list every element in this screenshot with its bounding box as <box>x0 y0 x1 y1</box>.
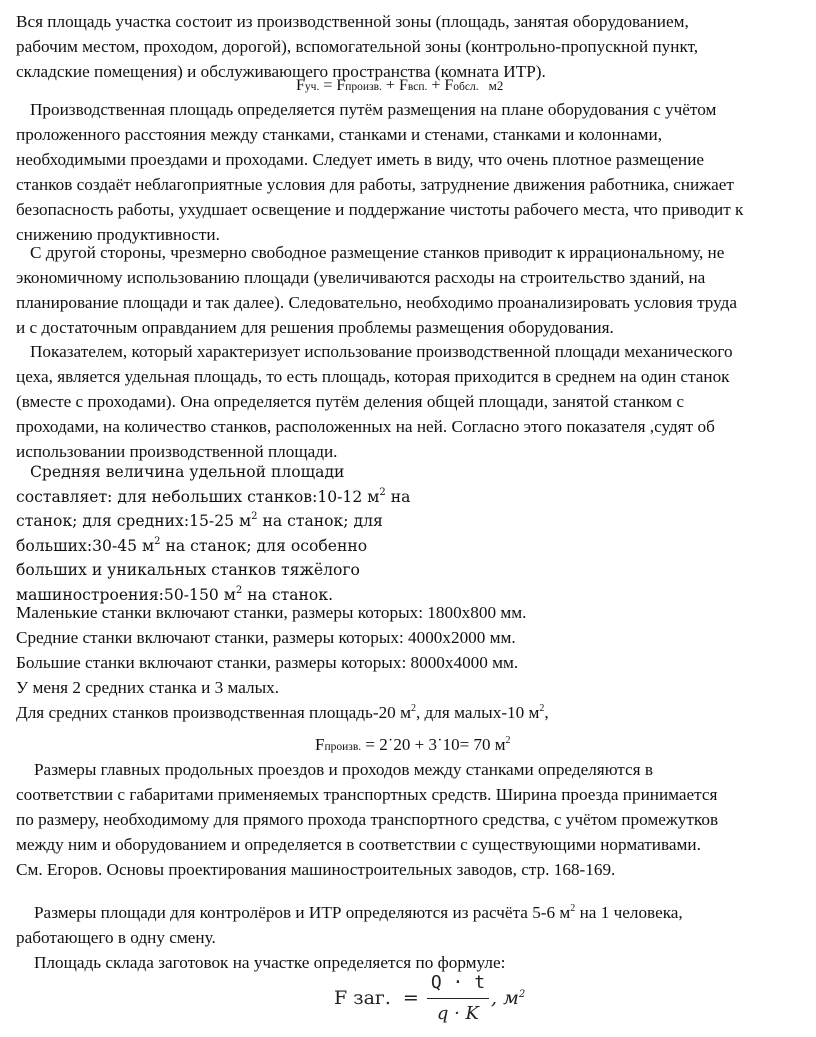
text-line: проходами, на количество станков, расположенных на ней. Согласно этого показателя ,судят об <box>16 417 715 436</box>
text-fragment: , <box>544 703 549 722</box>
text-fragment: Размеры площади для контролёров и ИТР определяются из расчёта 5-6 м <box>34 903 571 922</box>
text-fragment: на станок. <box>242 585 334 604</box>
formula-fraction <box>427 970 489 1026</box>
text-line: экономичному использованию площади (увеличиваются расходы на строительство зданий, на <box>16 268 706 287</box>
formula-subscript: всп. <box>407 81 428 93</box>
formula-subscript: произв. <box>324 741 362 753</box>
text-fragment: машиностроения:50-150 м <box>16 585 236 604</box>
text-fragment: на станок; для <box>257 512 383 530</box>
paragraph-free-placement <box>16 240 816 340</box>
text-line: снижению продуктивности. <box>16 225 220 244</box>
text-line: необходимыми проездами и проходами. Следует иметь в виду, что очень плотное размещение <box>16 150 705 169</box>
text-fragment: , для малых-10 м <box>415 703 540 722</box>
text-line: Размеры главных продольных проездов и проходов между станками определяются в <box>34 760 653 779</box>
text-line <box>16 700 816 725</box>
text-line: станков создаёт неблагоприятные условия для работы, затруднение движения работника, снижает <box>16 175 734 194</box>
paragraph-average-specific-area <box>16 460 816 607</box>
text-line: У меня 2 средних станка и 3 малых. <box>16 678 280 697</box>
text-line: См. Егоров. Основы проектирования машиностроительных заводов, стр. 168-169. <box>16 860 616 879</box>
superscript: 2 <box>410 703 416 714</box>
text-line: больших и уникальных станков тяжёлого <box>16 561 360 579</box>
fraction-numerator: Q · t <box>427 970 489 999</box>
text-line: Площадь склада заготовок на участке определяется по формуле: <box>34 953 506 972</box>
text-line: Средняя величина удельной площади <box>30 463 345 481</box>
text-line: Производственная площадь определяется путём размещения на плане оборудования с учётом <box>30 100 717 119</box>
superscript: 2 <box>539 703 545 714</box>
text-line: работающего в одну смену. <box>16 928 216 947</box>
formula-symbol: F <box>444 77 454 94</box>
formula-symbol: F <box>315 735 325 754</box>
text-line: по размеру, необходимому для прямого прохода транспортного средства, с учётом промежутков <box>16 810 719 829</box>
formula-symbol: F <box>296 77 305 94</box>
formula-operator: + <box>427 77 445 94</box>
superscript: 2 <box>251 511 258 522</box>
formula-subscript: уч. <box>304 81 320 93</box>
superscript: 2 <box>379 486 386 498</box>
paragraph-production-area <box>16 97 816 247</box>
text-fragment: на станок; для особенно <box>160 536 368 555</box>
text-line: соответствии с габаритами применяемых транспортных средств. Ширина проезда принимается <box>16 785 718 804</box>
formula-total-area <box>296 73 503 100</box>
formula-subscript: произв. <box>345 81 382 93</box>
formula-unit: м2 <box>488 78 504 93</box>
paragraph-controllers-area <box>16 900 816 975</box>
text-line: проложенного расстояния между станками, станками и стенами, станками и колоннами, <box>16 125 662 144</box>
text-line: цеха, является удельная площадь, то есть площадь, которая приходится в среднем на один станок <box>16 367 730 386</box>
text-line: и с достаточным оправданием для решения проблемы размещения оборудования. <box>16 318 614 337</box>
paragraph-specific-area <box>16 339 816 464</box>
text-fragment: на <box>385 487 411 506</box>
text-line <box>16 900 816 925</box>
paragraph-machine-sizes <box>16 600 816 725</box>
text-line: использовании производственной площади. <box>16 442 338 461</box>
text-line: (вместе с проходами). Она определяется путём деления общей площади, занятой станком с <box>16 392 684 411</box>
unit-text: , м <box>491 986 519 1009</box>
text-fragment: станок; для средних:15-25 м <box>16 512 252 530</box>
formula-production-area-calc <box>315 732 510 760</box>
text-line: между ним и оборудованием и определяется в соответствии с существующими нормативами. <box>16 835 701 854</box>
text-line: складские помещения) и обслуживающего пространства (комната ИТР). <box>16 62 546 81</box>
superscript: 2 <box>235 584 243 596</box>
text-fragment: на 1 человека, <box>575 903 683 922</box>
text-line: Большие станки включают станки, размеры которых: 8000х4000 мм. <box>16 653 519 672</box>
text-line <box>16 485 816 510</box>
text-line: Маленькие станки включают станки, размеры которых: 1800х800 мм. <box>16 603 527 622</box>
paragraph-passage-sizes <box>16 757 816 882</box>
text-line: Вся площадь участка состоит из производственной зоны (площадь, занятая оборудованием, <box>16 12 689 31</box>
superscript: 2 <box>505 735 511 746</box>
formula-operator: = <box>402 986 419 1009</box>
formula-operator: + <box>381 77 399 94</box>
superscript: 2 <box>518 988 526 1000</box>
formula-expression: = 2˙20 + 3˙10= 70 м <box>361 735 506 754</box>
text-line: планирование площади и так далее). Следовательно, необходимо проанализировать условия труда <box>16 293 738 312</box>
formula-lhs: F заг. <box>334 986 391 1009</box>
text-line: рабочим местом, проходом, дорогой), вспомогательной зоны (контрольно-пропускной пункт, <box>16 37 699 56</box>
formula-blank-storage-area <box>334 970 525 1026</box>
text-line <box>16 509 816 534</box>
superscript: 2 <box>154 535 161 547</box>
formula-subscript: обсл. <box>453 81 479 93</box>
text-fragment: больших:30-45 м <box>16 536 155 555</box>
fraction-denominator: q · K <box>436 1003 479 1024</box>
formula-operator: = <box>319 77 337 94</box>
formula-unit <box>491 986 525 1011</box>
text-fragment: составляет: для небольших станков:10-12 м <box>16 487 380 506</box>
superscript: 2 <box>570 903 576 914</box>
text-line: Показателем, который характеризует использование производственной площади механического <box>30 342 733 361</box>
formula-symbol: F <box>398 77 408 94</box>
text-fragment: Для средних станков производственная площадь-20 м <box>16 703 411 722</box>
text-line: С другой стороны, чрезмерно свободное размещение станков приводит к иррациональному, не <box>30 243 725 262</box>
text-line: безопасность работы, ухудшает освещение и поддержание чистоты рабочего места, что приводит к <box>16 200 744 219</box>
formula-symbol: F <box>336 77 346 94</box>
text-line <box>16 534 816 559</box>
text-line: Средние станки включают станки, размеры которых: 4000х2000 мм. <box>16 628 516 647</box>
